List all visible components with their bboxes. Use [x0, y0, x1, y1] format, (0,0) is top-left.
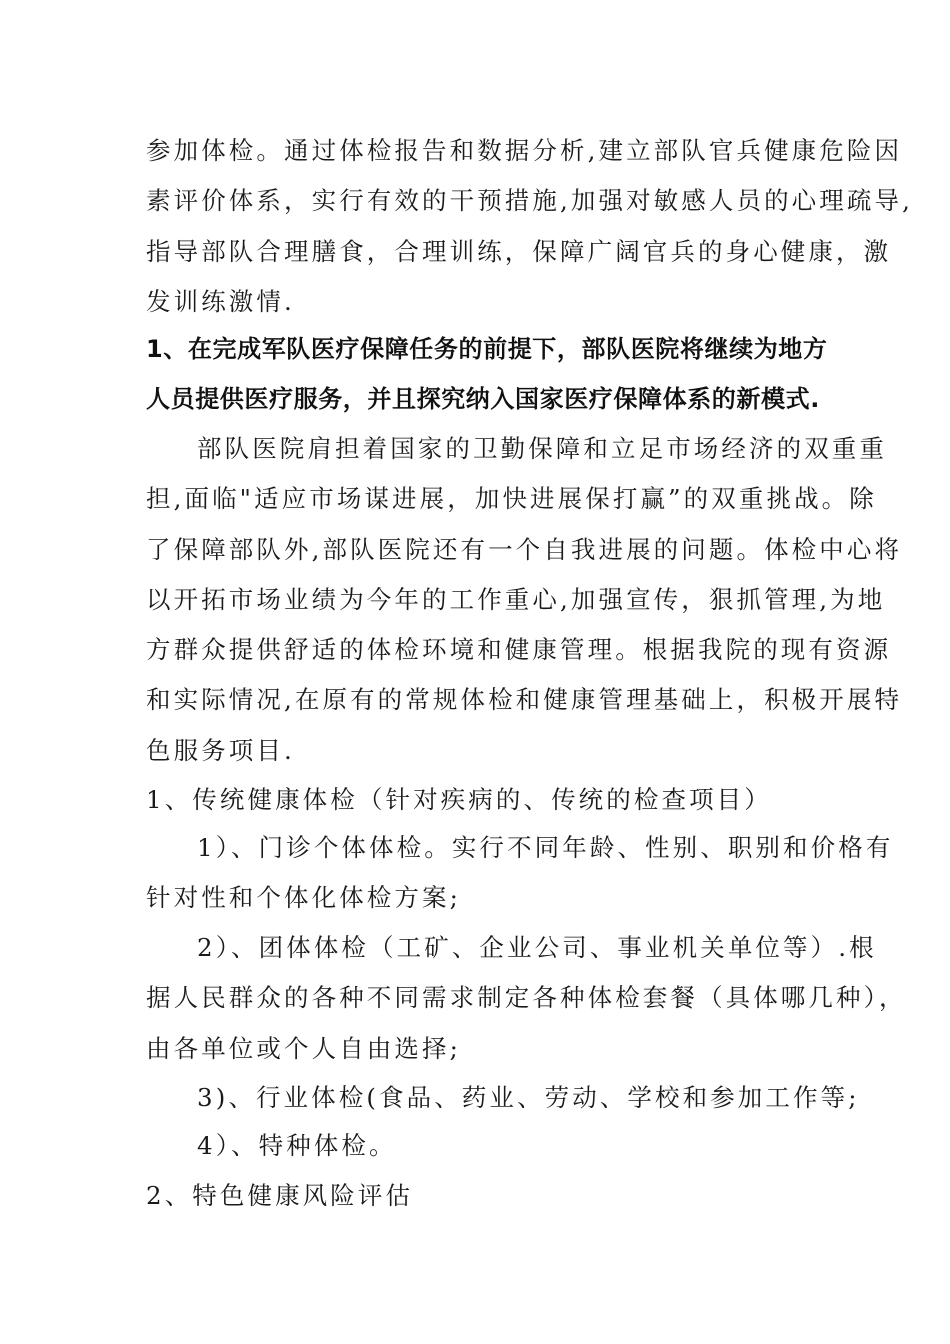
list-item-risk-assessment — [146, 1171, 858, 1221]
text-line: 发训练激情. — [146, 286, 295, 316]
text-line: 方群众提供舒适的体检环境和健康管理。根据我院的现有资源 — [146, 635, 892, 665]
text-line: 针对性和个体化体检方案; — [146, 883, 461, 913]
text-line: 3)、行业体检(食品、药业、劳动、学校和参加工作等; — [197, 1083, 860, 1112]
text-line: 担,面临"适应市场谋进展，加快进展保打赢”的双重挑战。除 — [146, 484, 877, 514]
text-line: 以开拓市场业绩为今年的工作重心,加强宣传，狠抓管理,为地 — [146, 584, 886, 614]
sub-item-special-checkup — [146, 1121, 858, 1171]
text-line: 由各单位或个人自由选择; — [146, 1033, 461, 1063]
sub-item-group-checkup — [146, 923, 907, 1074]
text-line: 色服务项目. — [146, 735, 295, 765]
item-title: 2、特色健康风险评估 — [146, 1181, 414, 1210]
sub-item-outpatient-checkup — [146, 823, 894, 924]
list-item-traditional-checkup — [146, 775, 858, 825]
text-line: 了保障部队外,部队医院还有一个自我进展的问题。体检中心将 — [146, 534, 903, 564]
section-heading-military-hospital-service — [146, 324, 858, 425]
body-paragraph-health-evaluation — [146, 126, 913, 327]
text-line: 据人民群众的各种不同需求制定各种体检套餐（具体哪几种）， — [146, 983, 907, 1013]
item-title: 1、传统健康体检（针对疾病的、传统的检查项目） — [146, 785, 772, 814]
text-line: 素评价体系，实行有效的干预措施,加强对敏感人员的心理疏导, — [146, 186, 913, 216]
text-line: 部队医院肩担着国家的卫勤保障和立足市场经济的双重重 — [197, 434, 887, 463]
heading-line: 人员提供医疗服务，并且探究纳入国家医疗保障体系的新模式. — [146, 385, 820, 414]
body-paragraph-dual-challenge — [146, 424, 903, 776]
text-line: 2）、团体体检（工矿、企业公司、事业机关单位等）.根 — [197, 933, 877, 962]
text-line: 4）、特种体检。 — [197, 1131, 397, 1160]
text-line: 指导部队合理膳食，合理训练，保障广阔官兵的身心健康，激 — [146, 236, 892, 266]
text-line: 1）、门诊个体体检。实行不同年龄、性别、职别和价格有 — [197, 833, 894, 862]
text-line: 和实际情况,在原有的常规体检和健康管理基础上，积极开展特 — [146, 685, 903, 715]
text-line: 参加体检。通过体检报告和数据分析,建立部队官兵健康危险因 — [146, 136, 903, 165]
sub-item-industry-checkup — [146, 1073, 858, 1123]
heading-line: 1、在完成军队医疗保障任务的前提下，部队医院将继续为地方 — [146, 335, 828, 363]
